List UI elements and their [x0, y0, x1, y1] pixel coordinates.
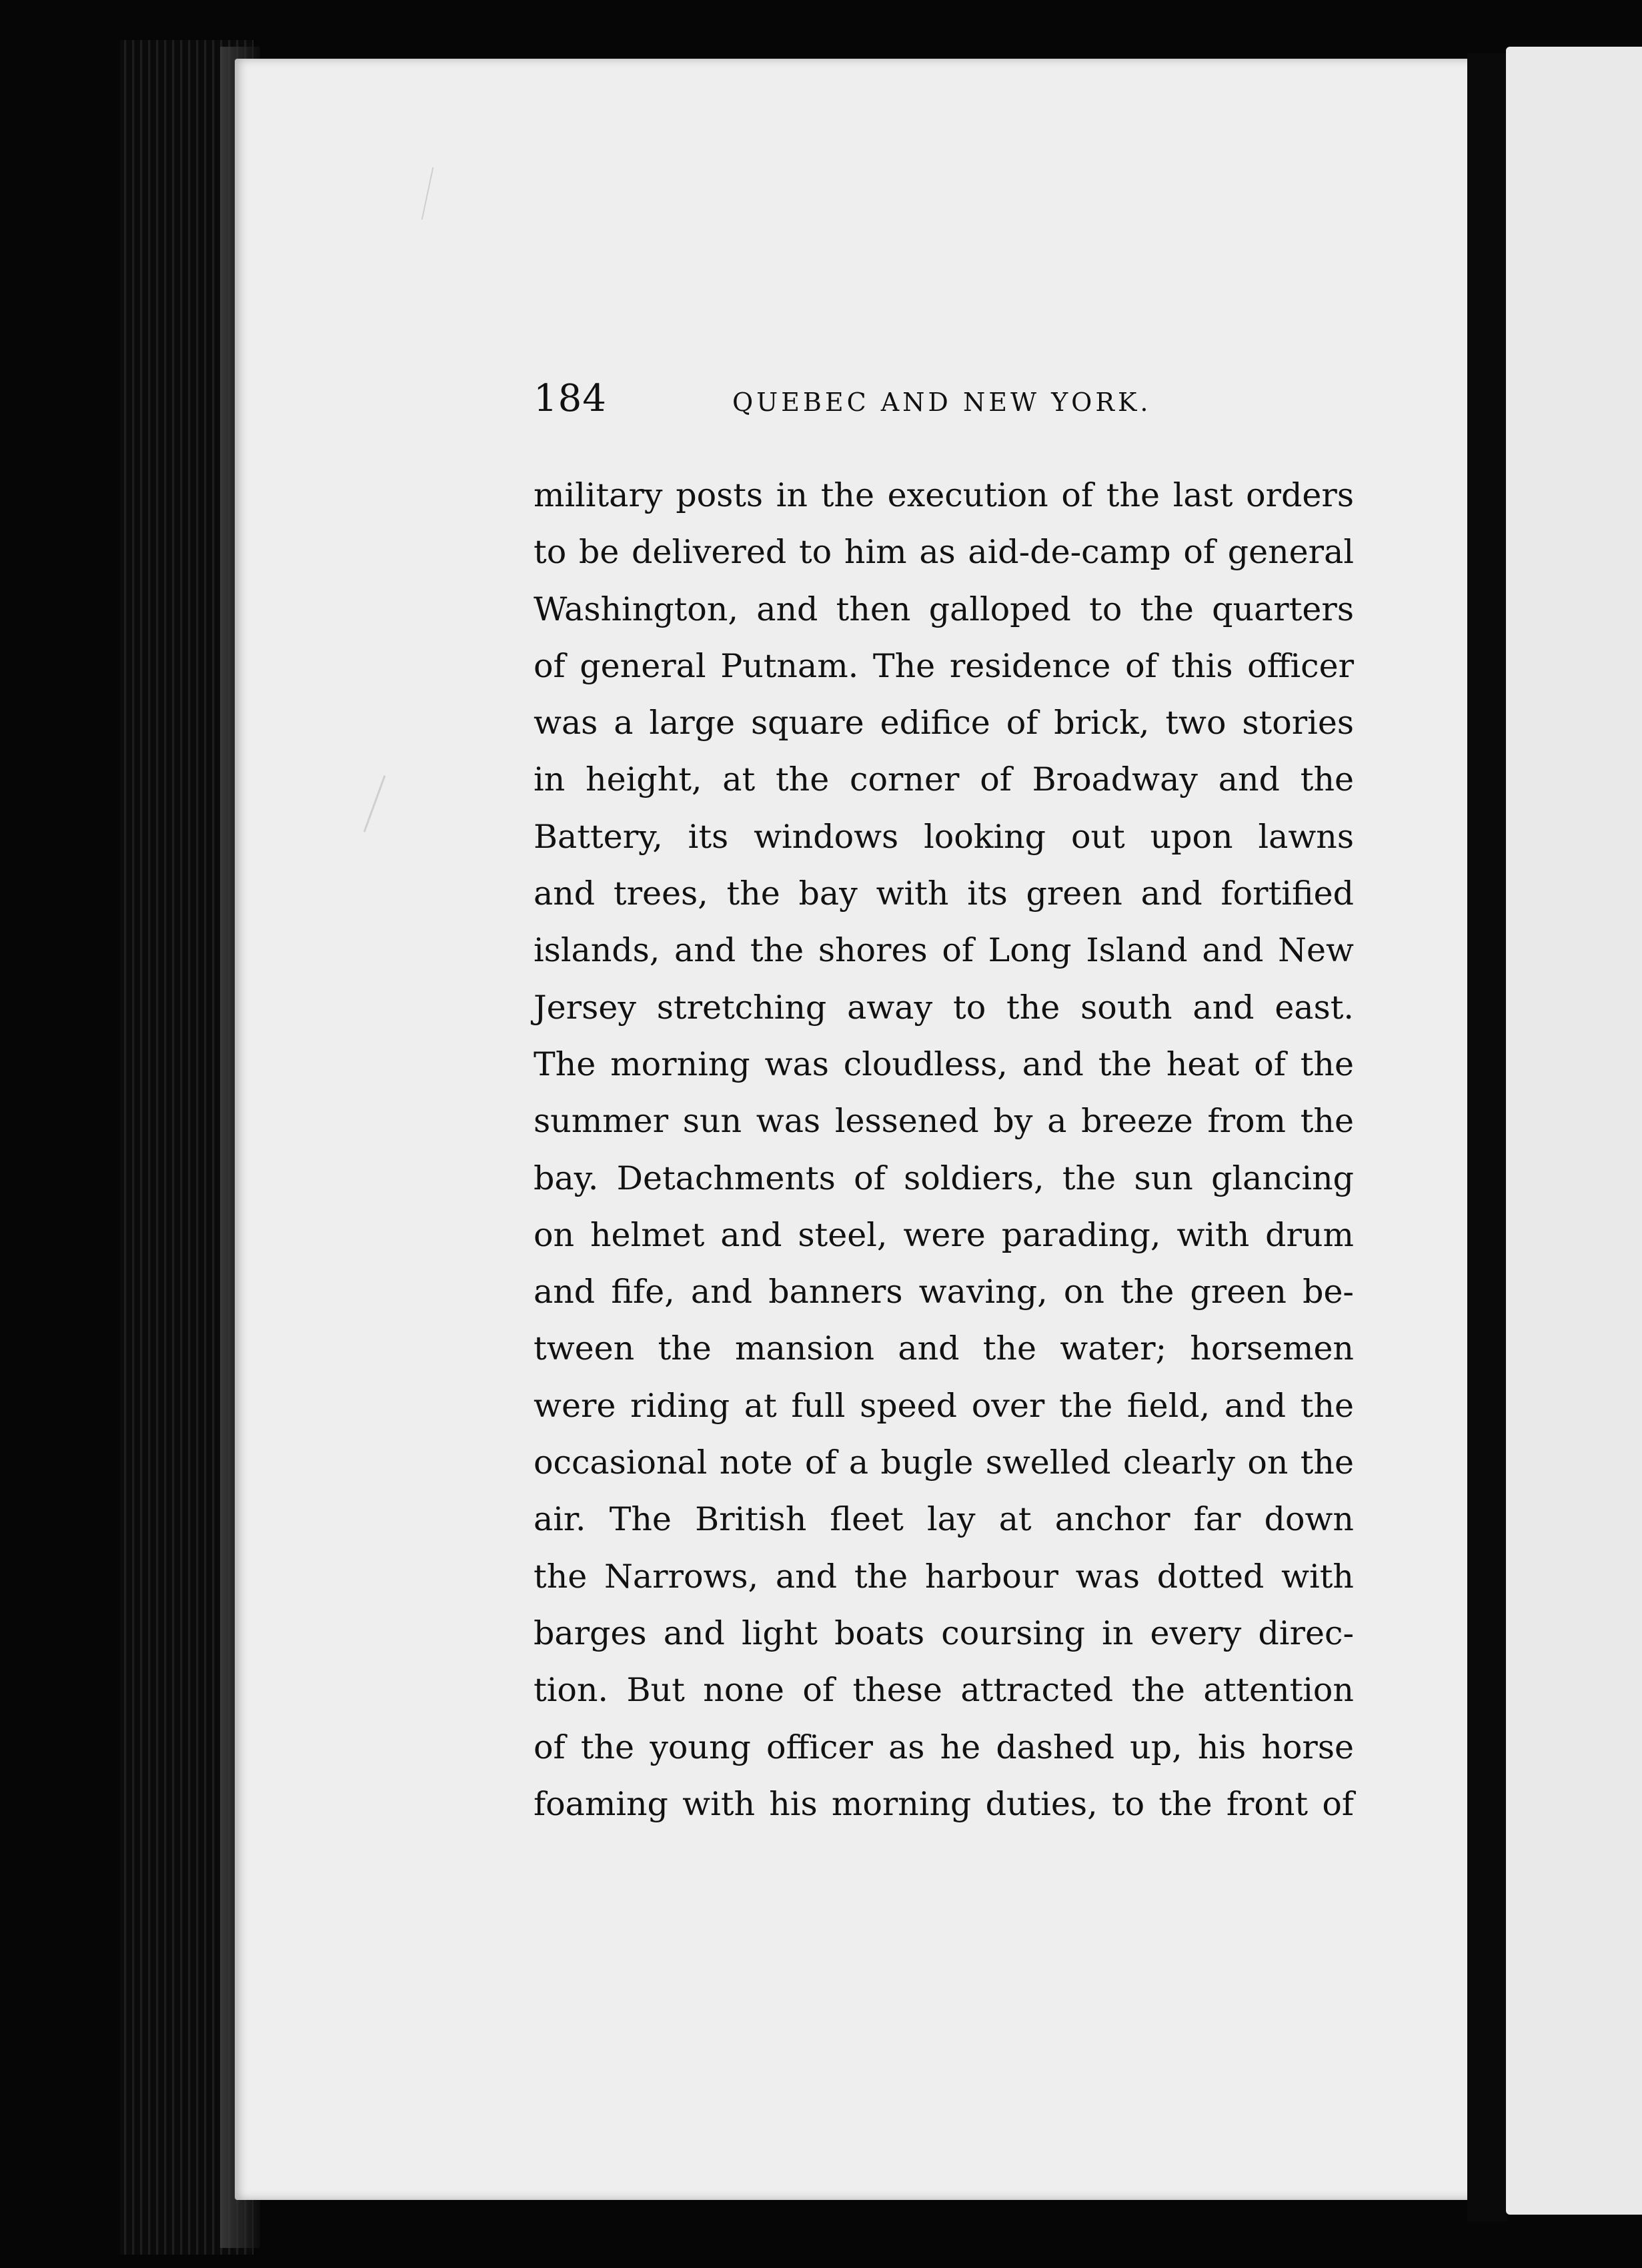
text-line: The morning was cloudless, and the heat of the — [534, 1045, 1354, 1083]
text-line: foaming with his morning duties, to the front of — [534, 1784, 1354, 1823]
text-line: air. The British fleet lay at anchor far down — [534, 1500, 1354, 1539]
text-line: occasional note of a bugle swelled clearly on the — [534, 1444, 1354, 1482]
page-gutter — [1467, 53, 1507, 2221]
text-line: and trees, the bay with its green and fortified — [534, 875, 1354, 913]
text-line: were riding at full speed over the field, and the — [534, 1386, 1354, 1425]
page-header — [534, 377, 1354, 430]
text-line: of general Putnam. The residence of this officer — [534, 646, 1354, 685]
text-line: barges and light boats coursing in every direc- — [534, 1614, 1354, 1652]
text-line: and fife, and banners waving, on the green be- — [534, 1273, 1354, 1311]
text-line: Battery, its windows looking out upon lawns — [534, 817, 1354, 856]
text-line: the Narrows, and the harbour was dotted with — [534, 1557, 1354, 1596]
text-line: military posts in the execution of the last orders — [534, 476, 1354, 514]
page-number: 184 — [534, 377, 607, 420]
text-line: summer sun was lessened by a breeze from the — [534, 1102, 1354, 1141]
text-line: bay. Detachments of soldiers, the sun glancing — [534, 1159, 1354, 1197]
text-line: of the young officer as he dashed up, his horse — [534, 1728, 1354, 1766]
text-line: in height, at the corner of Broadway and the — [534, 760, 1354, 799]
text-line: tween the mansion and the water; horsemen — [534, 1329, 1354, 1368]
text-line: was a large square edifice of brick, two stories — [534, 704, 1354, 742]
running-head: QUEBEC AND NEW YORK. — [732, 388, 1152, 417]
text-line: Jersey stretching away to the south and east. — [534, 988, 1354, 1027]
facing-page-edge — [1506, 47, 1642, 2215]
text-line: to be delivered to him as aid-de-camp of general — [534, 533, 1354, 572]
text-line: tion. But none of these attracted the attention — [534, 1671, 1354, 1710]
body-text — [534, 467, 1354, 1832]
text-line: islands, and the shores of Long Island and New — [534, 931, 1354, 970]
text-line: Washington, and then galloped to the quarters — [534, 590, 1354, 628]
text-line: on helmet and steel, were parading, with drum — [534, 1215, 1354, 1254]
